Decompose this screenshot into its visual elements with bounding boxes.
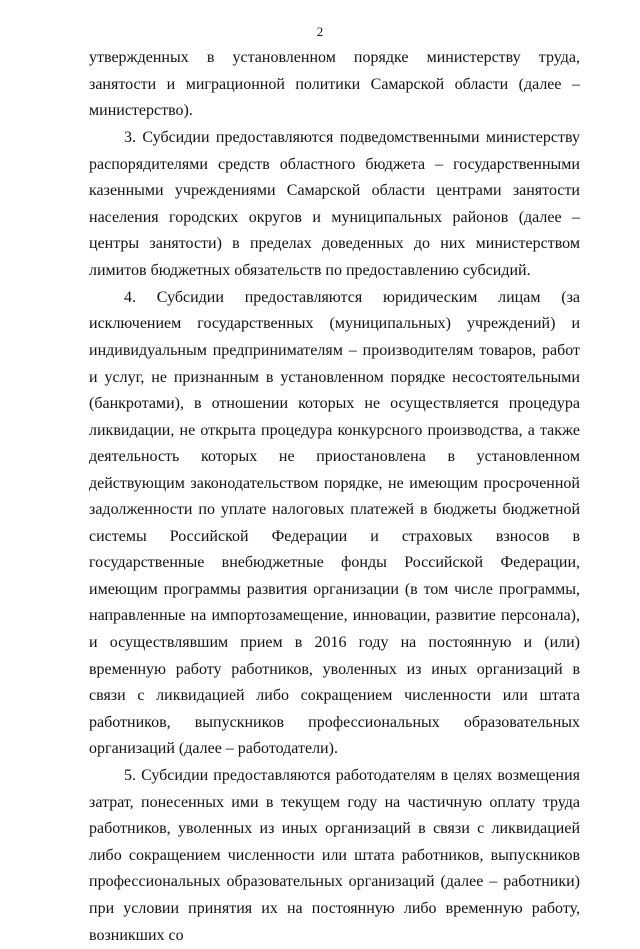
paragraph-item-3: 3. Субсидии предоставляются подведомственными министерству распорядителями средств областного бюджета – государственными казенными учреждениями Самарской области центрами занятости населения городских округов и муниципальных районов (далее – центры занятости) в пределах доведенных до них министерством лимитов бюджетных обязательств по предоставлению субсидий. xyxy=(89,129,580,279)
paragraph-item-5: 5. Субсидии предоставляются работодателям в целях возмещения затрат, понесенных ими в текущем году на частичную оплату труда работников, уволенных из иных организаций в связи с ликвидацией либо сокращением численности или штата работников, выпускников профессиональных образовательных организаций (далее – работники) при условии принятия их на постоянную либо временную работу, возникших со xyxy=(89,767,580,944)
paragraph-item-4: 4. Субсидии предоставляются юридическим лицам (за исключением государственных (муниципальных) учреждений) и индивидуальным предпринимателям – производителям товаров, работ и услуг, не признанным в установленном порядке несостоятельными (банкротами), в отношении которых не осуществляется процедура ликвидации, не открыта процедура конкурсного производства, а также деятельность которых не приостановлена в установленном действующим законодательством порядке, не имеющим просроченной задолженности по уплате налоговых платежей в бюджеты бюджетной системы Российской Федерации и страховых взносов в государственные внебюджетные фонды Российской Федерации, имеющим программы развития организации (в том числе программы, направленные на импортозамещение, инновации, развитие персонала), и осуществлявшим прием в 2016 году на постоянную и (или) временную работу работников, уволенных из иных организаций в связи с ликвидацией либо сокращением численности или штата работников, выпускников профессиональных образовательных организаций (далее – работодатели). xyxy=(89,288,580,758)
document-body xyxy=(89,45,580,949)
page-number: 2 xyxy=(316,24,324,39)
paragraph-continuation: утвержденных в установленном порядке министерству труда, занятости и миграционной политики Самарской области (далее – министерство). xyxy=(89,49,580,120)
